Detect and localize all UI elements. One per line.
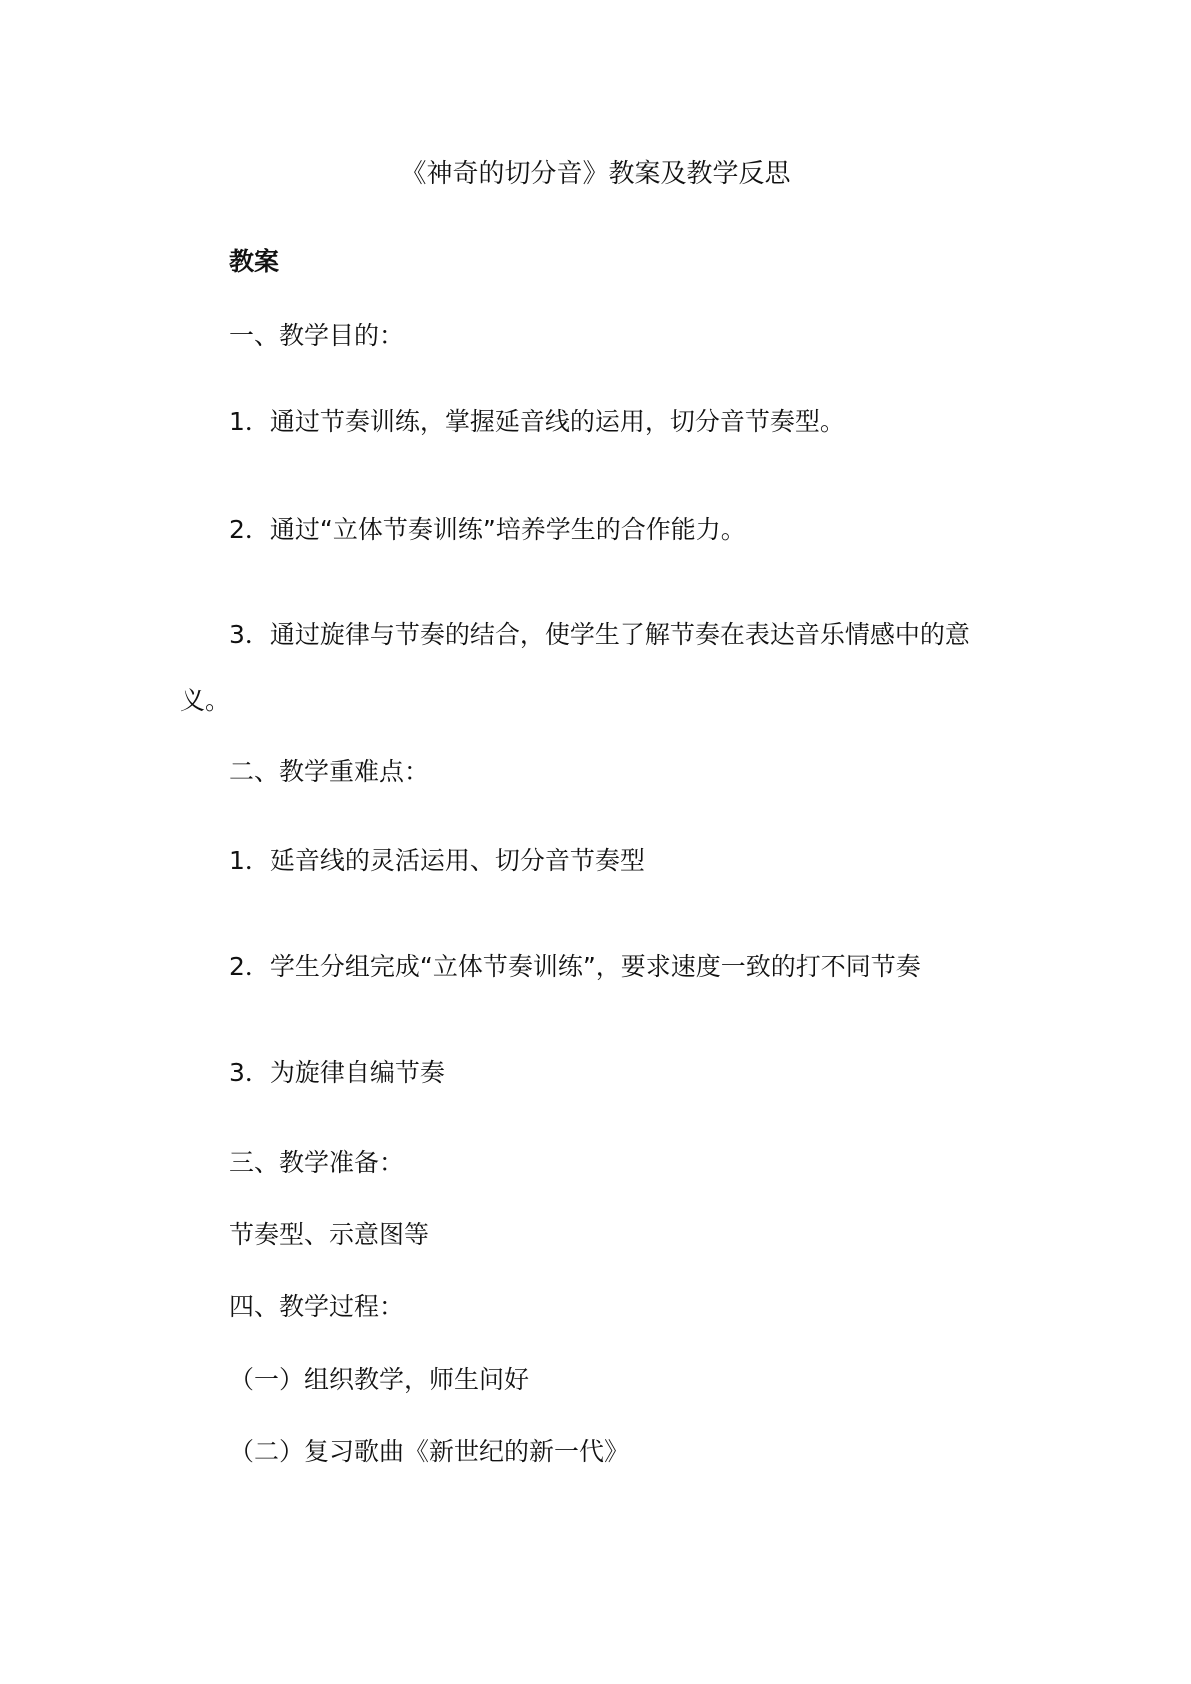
preparation-heading: 三、教学准备： [229,1148,405,1177]
process-item-1: （一）组织教学，师生问好 [229,1365,530,1394]
key-point-item-2: 2．学生分组完成“立体节奏训练”，要求速度一致的打不同节奏 [229,952,921,981]
key-point-item-3: 3．为旋律自编节奏 [229,1058,445,1087]
process-heading: 四、教学过程： [229,1292,405,1321]
goal-item-2: 2．通过“立体节奏训练”培养学生的合作能力。 [229,515,746,544]
key-point-item-1: 1．延音线的灵活运用、切分音节奏型 [229,846,645,875]
preparation-text: 节奏型、示意图等 [229,1220,430,1249]
section-heading: 教案 [229,247,280,276]
process-item-2: （二）复习歌曲《新世纪的新一代》 [229,1437,630,1466]
goal-item-3-continuation: 义。 [180,686,231,715]
document-title: 《神奇的切分音》教案及教学反思 [400,159,791,189]
key-points-heading: 二、教学重难点： [229,757,430,786]
goal-item-3: 3．通过旋律与节奏的结合，使学生了解节奏在表达音乐情感中的意 [229,620,970,649]
goals-heading: 一、教学目的： [229,321,405,350]
goal-item-1: 1．通过节奏训练，掌握延音线的运用，切分音节奏型。 [229,407,845,436]
